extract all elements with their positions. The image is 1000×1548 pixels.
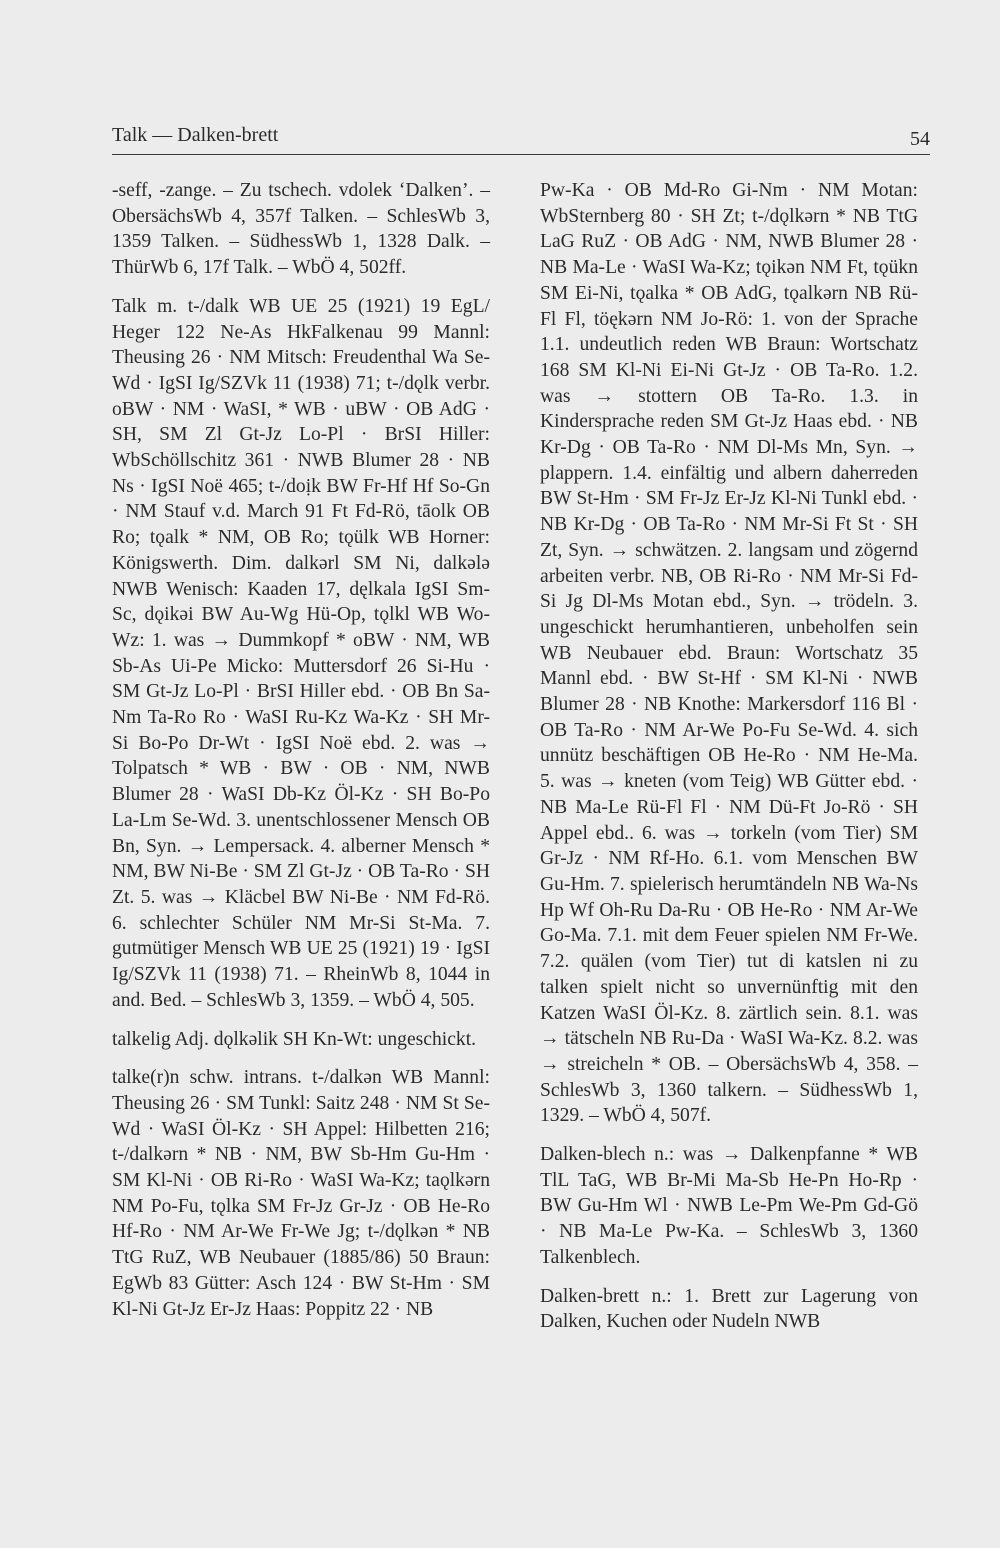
entry-talkelig: talkelig Adj. dǫlkəlik SH Kn-Wt: ungeschickt. xyxy=(112,1028,477,1050)
entry-talkern-continued: Pw-Ka · OB Md-Ro Gi-Nm · NM Motan: WbSternberg 80 · SH Zt; t-/dǫlkərn * NB TtG LaG RuZ · OB AdG · NM, NWB Blumer 28 · NB Ma-Le · WaSI Wa-Kz; tǫikən NM Ft, tǫükn SM Ei-Ni, tǫalka * OB AdG, tǫalkərn NB Rü-Fl Fl, töękərn NM Jo-Rö: 1. von der Sprache 1.1. undeutlich reden WB Braun: Wortschatz 168 SM Kl-Ni Ei-Ni Gt-Jz · OB Ta-Ro. 1.2. was → stottern OB Ta-Ro. 1.3. in Kindersprache reden SM Gt-Jz Haas ebd. · NB Kr-Dg · OB Ta-Ro · NM Dl-Ms Mn, Syn. → plappern. 1.4. einfältig und albern daherreden BW St-Hm · SM Fr-Jz Er-Jz Kl-Ni Tunkl ebd. · NB Kr-Dg · OB Ta-Ro · NM Mr-Si Ft St · SH Zt, Syn. → schwätzen. 2. langsam und zögernd arbeiten verbr. NB, OB Ri-Ro · NM Mr-Si Fd-Si Jg Dl-Ms Motan ebd., Syn. → trödeln. 3. ungeschickt herumhantieren, unbeholfen sein WB Neubauer ebd. Braun: Wortschatz 35 Mannl ebd. · BW St-Hf · SM Kl-Ni · NWB Blumer 28 · NB Knothe: Markersdorf 116 Bl · OB Ta-Ro · NM Ar-We Po-Fu Se-Wd. 4. sich unnütz beschäftigen OB He-Ro · NM He-Ma. 5. was → kneten (vom Teig) WB Gütter ebd. · NB Ma-Le Rü-Fl Fl · NM Dü-Ft Jo-Rö · SH Appel ebd.. 6. was → torkeln (vom Tier) SM Gr-Jz · NM Rf-Ho. 6.1. vom Menschen BW Gu-Hm. 7. spielerisch herumtändeln NB Wa-Ns Hp Wf Oh-Ru Da-Ru · OB He-Ro · NM Ar-We Go-Ma. 7.1. mit dem Feuer spielen NM Fr-We. 7.2. quälen (vom Tier) tut di katslen ni zu talken spielt nicht so unvernünftig mit den Katzen WaSI Öl-Kz. 8. zärtlich sein. 8.1. was → tätscheln NB Ru-Da · WaSI Wa-Kz. 8.2. was → streicheln * OB. – ObersächsWb 4, 358. – SchlesWb 3, 1360 talkern. – SüdhessWb 1, 1329. – WbÖ 4, 507f. xyxy=(540,180,918,1127)
entry-dalken-brett: Dalken-brett n.: 1. Brett zur Lagerung von Dalken, Kuchen oder Nudeln NWB xyxy=(540,1285,918,1333)
entry-dalken-blech: Dalken-blech n.: was → Dalkenpfanne * WB TlL TaG, WB Br-Mi Ma-Sb He-Pn Ho-Rp · BW Gu-Hm Wl · NWB Le-Pm We-Pm Gd-Gö · NB Ma-Le Pw-Ka. – SchlesWb 3, 1360 Talkenblech. xyxy=(540,1144,918,1268)
entry-talkern: talke(r)n schw. intrans. t-/dalkən WB Mannl: Theusing 26 · SM Tunkl: Saitz 248 · NM St Se-Wd · WaSI Öl-Kz · SH Appel: Hilbetten 216; t-/dalkərn * NB · NM, BW Sb-Hm Gu-Hm · SM Kl-Ni · OB Ri-Ro · WaSI Wa-Kz; taǫlkərn NM Po-Fu, tǫlka SM Fr-Jz Gr-Jz · OB He-Ro Hf-Ro · NM Ar-We Fr-We Jg; t-/dǫlkən * NB TtG RuZ, WB Neubauer (1885/86) 50 Braun: EgWb 83 Gütter: Asch 124 · BW St-Hm · SM Kl-Ni Gt-Jz Er-Jz Haas: Poppitz 22 · NB xyxy=(112,1067,490,1320)
right-column xyxy=(540,178,918,1335)
page-number: 54 xyxy=(910,128,930,150)
left-column xyxy=(112,178,490,1322)
page-header xyxy=(112,124,930,155)
running-head: Talk — Dalken-brett xyxy=(112,124,279,146)
entry-talk: Talk m. t-/dalk WB UE 25 (1921) 19 EgL/ Heger 122 Ne-As HkFalkenau 99 Mannl: Theusing 26 · NM Mitsch: Freudenthal Wa Se-Wd · IgSI Ig/SZVk 11 (1938) 71; t-/dǫlk verbr. oBW · NM · WaSI, * WB · uBW · OB AdG · SH, SM Zl Gt-Jz Lo-Pl · BrSI Hiller: WbSchöllschitz 361 · NWB Blumer 28 · NB Ns · IgSI Noë 465; t-/doịk BW Fr-Hf Hf So-Gn · NM Stauf v.d. March 91 Ft Fd-Rö, tāolk OB Ro; tǫalk * NM, OB Ro; tǫülk WB Horner: Königswerth. Dim. dalkərl SM Ni, dalkələ NWB Wenisch: Kaaden 17, dęlkala IgSI Sm-Sc, dǫikəi BW Au-Wg Hü-Op, tǫlkl WB Wo-Wz: 1. was → Dummkopf * oBW · NM, WB Sb-As Ui-Pe Micko: Muttersdorf 26 Si-Hu · SM Gt-Jz Lo-Pl · BrSI Hiller ebd. · OB Bn Sa-Nm Ta-Ro Ro · WaSI Ru-Kz Wa-Kz · SH Mr-Si Bo-Po Dr-Wt · IgSI Noë ebd. 2. was → Tolpatsch * WB · BW · OB · NM, NWB Blumer 28 · WaSI Db-Kz Öl-Kz · SH Bo-Po La-Lm Se-Wd. 3. unentschlossener Mensch OB Bn, Syn. → Lempersack. 4. alberner Mensch * NM, BW Ni-Be · SM Zl Gt-Jz · OB Ta-Ro · SH Zt. 5. was → Kläcbel BW Ni-Be · NM Fd-Rö. 6. schlechter Schüler NM Mr-Si St-Ma. 7. gutmütiger Mensch WB UE 25 (1921) 19 · IgSI Ig/SZVk 11 (1938) 71. – RheinWb 8, 1044 in and. Bed. – SchlesWb 3, 1359. – WbÖ 4, 505. xyxy=(112,295,490,1011)
entry-continuation: -seff, -zange. – Zu tschech. vdolek ‘Dalken’. – ObersächsWb 4, 357f Talken. – SchlesWb 3, 1359 Talken. – SüdhessWb 1, 1328 Dalk. – ThürWb 6, 17f Talk. – WbÖ 4, 502ff. xyxy=(112,180,490,279)
